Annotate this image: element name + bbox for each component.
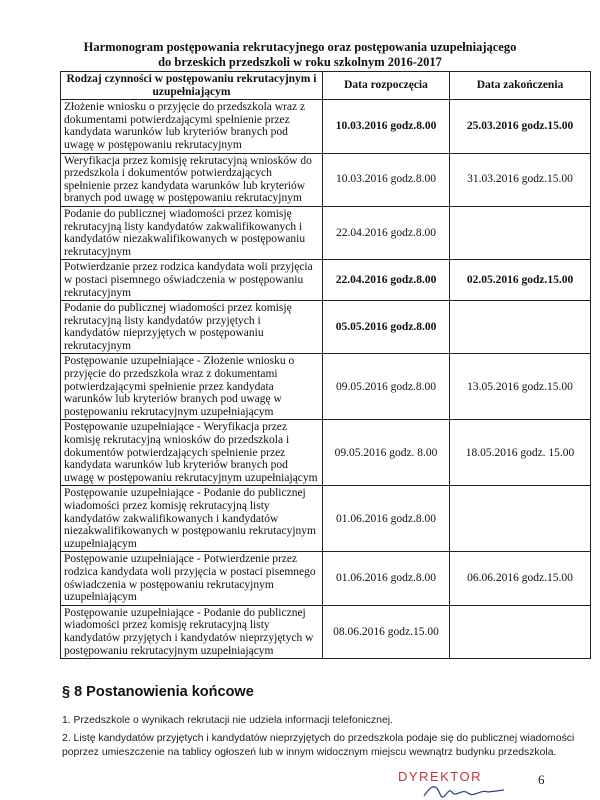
document-title bbox=[40, 40, 560, 70]
row-activity: Postępowanie uzupełniające - Podanie do publicznej wiadomości przez komisję rekrutacyjną listy kandydatów przyjętych i kandydatów nieprzyjętych w postępowaniu rekrutacyjnym uzupełniającym bbox=[61, 605, 323, 658]
table-row bbox=[61, 206, 591, 259]
page-number: 6 bbox=[538, 772, 545, 787]
header-end-date: Data zakończenia bbox=[450, 72, 591, 100]
table-row bbox=[61, 153, 591, 206]
row-start-date: 09.05.2016 godz. 8.00 bbox=[323, 420, 450, 486]
table-row bbox=[61, 552, 591, 605]
row-start-date: 01.06.2016 godz.8.00 bbox=[323, 552, 450, 605]
row-end-date bbox=[450, 301, 591, 354]
row-end-date: 13.05.2016 godz.15.00 bbox=[450, 354, 591, 420]
title-line-2: do brzeskich przedszkoli w roku szkolnym 2016-2017 bbox=[158, 55, 442, 69]
row-activity: Podanie do publicznej wiadomości przez komisję rekrutacyjną listy kandydatów przyjętych i kandydatów nieprzyjętych w postępowaniu rekrutacyjnym bbox=[61, 301, 323, 354]
row-activity: Postępowanie uzupełniające - Podanie do publicznej wiadomości przez komisję rekrutacyjną listy kandydatów zakwalifikowanych i kandydatów niezakwalifikowanych w postępowaniu rekrutacyjnym uzupełniającym bbox=[61, 486, 323, 552]
row-activity: Postępowanie uzupełniające - Złożenie wniosku o przyjęcie do przedszkola wraz z dokumentami potwierdzającymi spełnienie przez kandydata warunków lub kryteriów branych pod uwagę w postępowaniu rekrutacyjnym uzupełniającym bbox=[61, 354, 323, 420]
row-activity: Złożenie wniosku o przyjęcie do przedszkola wraz z dokumentami potwierdzającymi spełnienie przez kandydata warunków lub kryteriów branych pod uwagę w postępowaniu rekrutacyjnym bbox=[61, 100, 323, 153]
row-activity: Potwierdzanie przez rodzica kandydata woli przyjęcia w postaci pisemnego oświadczenia w postępowaniu rekrutacyjnym bbox=[61, 260, 323, 301]
header-start-date: Data rozpoczęcia bbox=[323, 72, 450, 100]
provision-item: 2. Listę kandydatów przyjętych i kandydatów nieprzyjętych do przedszkola podaje się do publicznej wiadomości poprzez umieszczenie na tablicy ogłoszeń lub w innym widocznym miejscu wewnątrz budynku przedszkola. bbox=[62, 733, 575, 758]
table-row bbox=[61, 605, 591, 658]
row-activity: Weryfikacja przez komisję rekrutacyjną wniosków do przedszkola i dokumentów potwierdzających spełnienie przez kandydata warunków lub kryteriów branych pod uwagę w postępowaniu rekrutacyjnym bbox=[61, 153, 323, 206]
table-row bbox=[61, 486, 591, 552]
row-activity: Podanie do publicznej wiadomości przez komisję rekrutacyjną listy kandydatów zakwalifikowanych i kandydatów niezakwalifikowanych w postępowaniu rekrutacyjnym bbox=[61, 206, 323, 259]
table-row bbox=[61, 420, 591, 486]
table-header-row bbox=[61, 72, 591, 100]
row-end-date: 02.05.2016 godz.15.00 bbox=[450, 260, 591, 301]
schedule-table bbox=[60, 71, 591, 659]
row-start-date: 08.06.2016 godz.15.00 bbox=[323, 605, 450, 658]
row-start-date: 10.03.2016 godz.8.00 bbox=[323, 153, 450, 206]
row-end-date: 18.05.2016 godz. 15.00 bbox=[450, 420, 591, 486]
provision-item: 1. Przedszkole o wynikach rekrutacji nie udziela informacji telefonicznej. bbox=[62, 715, 393, 726]
row-start-date: 10.03.2016 godz.8.00 bbox=[323, 100, 450, 153]
row-end-date bbox=[450, 605, 591, 658]
section-title: § 8 Postanowienia końcowe bbox=[62, 684, 254, 700]
row-end-date: 25.03.2016 godz.15.00 bbox=[450, 100, 591, 153]
row-start-date: 09.05.2016 godz.8.00 bbox=[323, 354, 450, 420]
row-end-date: 06.06.2016 godz.15.00 bbox=[450, 552, 591, 605]
row-start-date: 22.04.2016 godz.8.00 bbox=[323, 206, 450, 259]
row-activity: Postępowanie uzupełniające - Weryfikacja przez komisję rekrutacyjną wniosków do przedszkola i dokumentów potwierdzających spełnienie przez kandydata warunków lub kryteriów branych pod uwagę w postępowaniu rekrutacyjnym uzupełniającym bbox=[61, 420, 323, 486]
title-line-1: Harmonogram postępowania rekrutacyjnego oraz postępowania uzupełniającego bbox=[83, 40, 517, 54]
signature-icon bbox=[418, 780, 508, 800]
header-activity: Rodzaj czynności w postępowaniu rekrutacyjnym i uzupełniającym bbox=[61, 72, 323, 100]
director-stamp: DYREKTOR bbox=[398, 769, 482, 784]
row-end-date bbox=[450, 206, 591, 259]
table-row bbox=[61, 301, 591, 354]
table-row bbox=[61, 100, 591, 153]
row-end-date: 31.03.2016 godz.15.00 bbox=[450, 153, 591, 206]
row-start-date: 22.04.2016 godz.8.00 bbox=[323, 260, 450, 301]
row-activity: Postępowanie uzupełniające - Potwierdzenie przez rodzica kandydata woli przyjęcia w postaci pisemnego oświadczenia w postępowaniu rekrutacyjnym uzupełniającym bbox=[61, 552, 323, 605]
table-row bbox=[61, 354, 591, 420]
table-row bbox=[61, 260, 591, 301]
row-end-date bbox=[450, 486, 591, 552]
final-provisions bbox=[62, 714, 582, 764]
row-start-date: 01.06.2016 godz.8.00 bbox=[323, 486, 450, 552]
row-start-date: 05.05.2016 godz.8.00 bbox=[323, 301, 450, 354]
